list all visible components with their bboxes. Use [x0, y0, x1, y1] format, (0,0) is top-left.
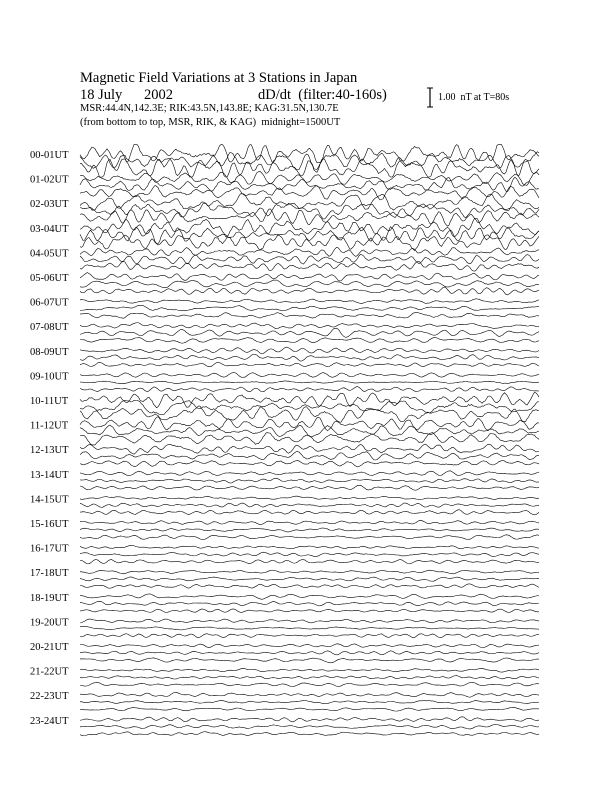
trace-msr [80, 432, 539, 445]
hour-label: 02-03UT [30, 199, 69, 211]
trace-msr [80, 261, 539, 271]
trace-kag [80, 194, 539, 211]
trace-msr [80, 535, 539, 540]
trace-kag [80, 471, 539, 476]
trace-rik [80, 552, 539, 557]
trace-kag [80, 145, 539, 163]
trace-kag [80, 347, 539, 353]
trace-kag [80, 496, 539, 500]
hour-label: 04-05UT [30, 248, 69, 260]
station-coordinates: MSR:44.4N,142.3E; RIK:43.5N,143.8E; KAG:31.5N,130.7E [80, 103, 339, 114]
trace-msr [80, 634, 539, 638]
trace-rik [80, 328, 539, 337]
hour-label: 20-21UT [30, 642, 69, 653]
hour-label: 06-07UT [30, 297, 69, 309]
hour-label: 03-04UT [30, 223, 69, 235]
trace-kag [80, 692, 539, 697]
scale-bar-label: 1.00 nT at T=80s [438, 92, 510, 103]
trace-rik [80, 254, 539, 264]
hour-label: 21-22UT [30, 666, 69, 678]
trace-msr [80, 584, 539, 588]
hour-label: 11-12UT [30, 420, 69, 432]
station-order-note: (from bottom to top, MSR, RIK, & KAG) midnight=1500UT [80, 117, 341, 128]
trace-msr [80, 185, 539, 199]
trace-msr [80, 559, 539, 563]
trace-kag [80, 218, 539, 236]
trace-msr [80, 312, 539, 318]
trace-rik [80, 601, 539, 606]
trace-rik [80, 280, 539, 288]
trace-msr [80, 362, 539, 366]
trace-rik [80, 400, 539, 414]
trace-rik [80, 675, 539, 679]
trace-kag [80, 717, 539, 722]
trace-msr [80, 235, 539, 251]
trace-msr [80, 732, 539, 736]
trace-kag [80, 444, 539, 454]
hour-label: 17-18UT [30, 568, 69, 580]
trace-msr [80, 682, 539, 686]
trace-msr [80, 609, 539, 613]
hour-label: 22-23UT [30, 691, 69, 703]
trace-msr [80, 658, 539, 663]
hour-label: 23-24UT [30, 715, 69, 727]
trace-rik [80, 452, 539, 460]
trace-kag [80, 323, 539, 329]
trace-msr [80, 338, 539, 344]
hour-label: 07-08UT [30, 322, 69, 334]
trace-kag [80, 545, 539, 549]
trace-rik [80, 227, 539, 244]
trace-msr [80, 406, 539, 422]
trace-kag [80, 520, 539, 524]
trace-rik [80, 354, 539, 361]
trace-kag [80, 619, 539, 623]
hour-label: 13-14UT [30, 469, 69, 481]
hour-label: 09-10UT [30, 371, 69, 383]
trace-kag [80, 373, 539, 378]
trace-kag [80, 644, 539, 648]
trace-rik [80, 305, 539, 310]
trace-rik [80, 626, 539, 629]
chart-date: 18 July 2002 [80, 87, 174, 103]
hour-label: 19-20UT [30, 617, 69, 629]
trace-msr [80, 461, 539, 467]
trace-kag [80, 273, 539, 281]
chart-title: Magnetic Field Variations at 3 Stations in Japan [80, 70, 358, 86]
trace-kag [80, 247, 539, 256]
hour-label: 05-06UT [30, 273, 69, 284]
trace-rik [80, 478, 539, 483]
trace-kag [80, 299, 539, 304]
trace-rik [80, 651, 539, 655]
scale-bar [427, 88, 433, 107]
trace-msr [80, 510, 539, 515]
hour-label: 08-09UT [30, 346, 69, 358]
trace-rik [80, 724, 539, 729]
traces [80, 145, 539, 736]
trace-kag [80, 668, 539, 672]
trace-msr [80, 707, 539, 711]
trace-kag [80, 570, 539, 574]
trace-rik [80, 700, 539, 703]
trace-kag [80, 417, 539, 431]
trace-rik [80, 503, 539, 507]
hour-labels [30, 150, 69, 727]
hour-label: 16-17UT [30, 543, 69, 555]
trace-msr [80, 387, 539, 392]
trace-rik [80, 528, 539, 532]
hour-label: 14-15UT [30, 494, 69, 506]
trace-kag [80, 594, 539, 599]
trace-rik [80, 203, 539, 219]
hour-label: 00-01UT [30, 150, 69, 161]
trace-rik [80, 577, 539, 581]
hour-label: 12-13UT [30, 445, 69, 457]
trace-msr [80, 485, 539, 490]
hour-label: 10-11UT [30, 396, 69, 407]
hour-label: 15-16UT [30, 519, 69, 530]
trace-msr [80, 287, 539, 295]
hour-label: 18-19UT [30, 592, 69, 604]
trace-rik [80, 381, 539, 384]
hour-label: 01-02UT [30, 174, 69, 186]
chart-quantity: dD/dt (filter:40-160s) [258, 87, 387, 103]
